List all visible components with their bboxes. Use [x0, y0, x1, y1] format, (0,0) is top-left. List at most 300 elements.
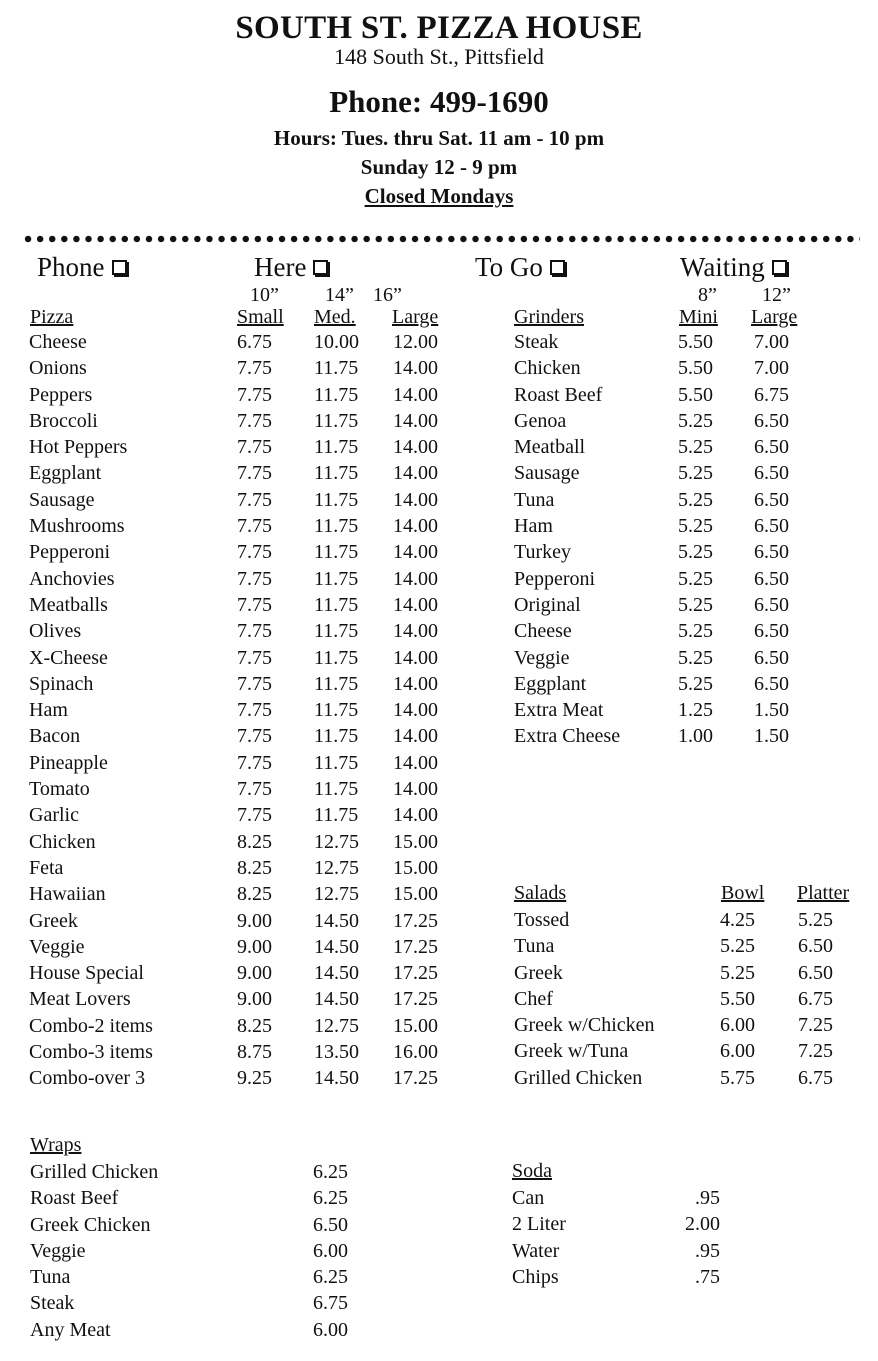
salad-item-platter: 6.50 — [798, 935, 833, 958]
grinder-item-name: Extra Cheese — [514, 725, 621, 748]
grinder-item-name: Original — [514, 593, 581, 616]
pizza-item-large: 14.00 — [393, 699, 438, 722]
grinder-item-large: 1.50 — [754, 699, 789, 722]
soda-item-price: .95 — [695, 1239, 720, 1262]
salad-item-platter: 6.75 — [798, 1066, 833, 1089]
grinder-item — [490, 723, 870, 749]
pizza-item — [0, 355, 450, 381]
grinder-item-large: 1.50 — [754, 725, 789, 748]
wrap-item-name: Grilled Chicken — [30, 1161, 159, 1183]
salad-item-name: Greek w/Chicken — [514, 1014, 655, 1037]
grinder-item — [490, 697, 870, 723]
pizza-item-large: 15.00 — [393, 830, 438, 853]
pizza-item-name: Greek — [29, 909, 78, 932]
pizza-item-name: Spinach — [29, 672, 94, 695]
pizza-col-med: Med. — [314, 306, 356, 328]
grinder-item-mini: 5.25 — [678, 567, 713, 590]
option-waiting[interactable] — [680, 252, 787, 283]
soda-item — [490, 1264, 790, 1290]
grinder-item — [490, 434, 870, 460]
soda-item-name: Water — [512, 1239, 560, 1262]
grinder-item-mini: 5.25 — [678, 462, 713, 485]
pizza-item-name: Peppers — [29, 383, 93, 406]
dotted-divider — [22, 234, 860, 244]
pizza-item-large: 14.00 — [393, 436, 438, 459]
pizza-col-small: Small — [237, 306, 284, 328]
pizza-item-name: Hawaiian — [29, 883, 106, 906]
pizza-item — [0, 592, 450, 618]
salad-item-platter: 7.25 — [798, 1014, 833, 1037]
restaurant-address: 148 South St., Pittsfield — [334, 44, 544, 69]
pizza-item-small: 7.75 — [237, 725, 272, 748]
here-checkbox[interactable] — [313, 260, 328, 275]
pizza-item-small: 9.00 — [237, 988, 272, 1011]
pizza-item-med: 12.75 — [314, 883, 359, 906]
pizza-item-large: 15.00 — [393, 883, 438, 906]
pizza-size-large: 16” — [373, 284, 402, 306]
option-phone[interactable] — [37, 252, 127, 283]
pizza-item-name: Pepperoni — [29, 541, 111, 564]
pizza-item — [0, 934, 450, 960]
soda-title: Soda — [512, 1160, 552, 1182]
grinder-item-mini: 5.25 — [678, 515, 713, 538]
grinder-item-large: 6.50 — [754, 409, 789, 432]
pizza-item-name: Meat Lovers — [29, 988, 131, 1011]
pizza-item-name: Olives — [29, 620, 82, 643]
option-phone-label: Phone — [37, 252, 105, 282]
wrap-item — [0, 1290, 400, 1316]
salad-item-bowl: 6.00 — [720, 1014, 755, 1037]
salad-item-name: Grilled Chicken — [514, 1066, 643, 1089]
to-go-checkbox[interactable] — [550, 260, 565, 275]
pizza-item-large: 14.00 — [393, 672, 438, 695]
salad-item — [490, 1012, 870, 1038]
grinder-item-name: Eggplant — [514, 672, 587, 695]
pizza-title: Pizza — [30, 306, 74, 328]
soda-item-price: .75 — [695, 1265, 720, 1288]
grinder-item-large: 6.50 — [754, 672, 789, 695]
wraps-title: Wraps — [30, 1134, 82, 1156]
soda-item-name: Can — [512, 1187, 545, 1209]
grinder-item-large: 6.50 — [754, 541, 789, 564]
grinder-size-large: 12” — [762, 284, 791, 306]
pizza-item — [0, 960, 450, 986]
pizza-item-name: Bacon — [29, 725, 81, 748]
pizza-item-small: 7.75 — [237, 646, 272, 669]
hours-weekdays: Hours: Tues. thru Sat. 11 am - 10 pm — [273, 126, 605, 150]
soda-item-name: 2 Liter — [512, 1213, 566, 1236]
salad-item-bowl: 5.75 — [720, 1066, 755, 1089]
pizza-item — [0, 513, 450, 539]
grinder-item-mini: 5.50 — [678, 331, 713, 353]
wrap-item-name: Greek Chicken — [30, 1213, 151, 1236]
pizza-item-small: 9.00 — [237, 909, 272, 932]
grinder-item-large: 7.00 — [754, 357, 789, 380]
wrap-item-price: 6.75 — [313, 1292, 348, 1315]
pizza-item — [0, 776, 450, 802]
phone-checkbox[interactable] — [112, 260, 127, 275]
salad-item-platter: 5.25 — [798, 909, 833, 931]
pizza-item — [0, 460, 450, 486]
pizza-item-large: 14.00 — [393, 515, 438, 538]
pizza-item-small: 7.75 — [237, 699, 272, 722]
pizza-item-small: 7.75 — [237, 409, 272, 432]
wrap-item — [0, 1159, 400, 1185]
grinder-item-large: 6.75 — [754, 383, 789, 406]
soda-item — [490, 1185, 790, 1211]
pizza-item-med: 13.50 — [314, 1041, 359, 1064]
option-here[interactable] — [254, 252, 328, 283]
grinder-item-name: Tuna — [514, 488, 555, 511]
grinder-item-name: Chicken — [514, 357, 581, 380]
salad-item-bowl: 4.25 — [720, 909, 755, 931]
pizza-item-med: 11.75 — [314, 804, 359, 827]
pizza-item-med: 12.75 — [314, 830, 359, 853]
pizza-item-med: 14.50 — [314, 988, 359, 1011]
pizza-item-small: 7.75 — [237, 672, 272, 695]
grinder-item-mini: 5.25 — [678, 541, 713, 564]
pizza-item-large: 14.00 — [393, 488, 438, 511]
grinder-item-name: Cheese — [514, 620, 572, 643]
wrap-item-name: Steak — [30, 1292, 75, 1315]
salad-item — [490, 960, 870, 986]
pizza-item-name: Mushrooms — [29, 515, 125, 538]
pizza-item-med: 11.75 — [314, 593, 359, 616]
pizza-item — [0, 618, 450, 644]
pizza-item-med: 11.75 — [314, 778, 359, 801]
wrap-item — [0, 1264, 400, 1290]
wrap-item — [0, 1185, 400, 1211]
grinder-item — [490, 382, 870, 408]
pizza-item-small: 9.00 — [237, 962, 272, 985]
pizza-item-name: House Special — [29, 962, 144, 985]
grinder-item — [490, 487, 870, 513]
grinder-item-large: 6.50 — [754, 436, 789, 459]
pizza-item-med: 11.75 — [314, 751, 359, 774]
pizza-item-name: Hot Peppers — [29, 436, 128, 459]
pizza-item-name: Eggplant — [29, 462, 102, 485]
grinder-item — [490, 618, 870, 644]
pizza-item-name: Chicken — [29, 830, 96, 853]
soda-item-price: 2.00 — [685, 1213, 720, 1236]
pizza-item — [0, 986, 450, 1012]
soda-list — [490, 1185, 790, 1290]
pizza-col-large: Large — [392, 306, 439, 328]
wrap-item — [0, 1212, 400, 1238]
grinder-item — [490, 513, 870, 539]
pizza-item-large: 14.00 — [393, 567, 438, 590]
pizza-item-med: 11.75 — [314, 646, 359, 669]
option-waiting-label: Waiting — [680, 252, 765, 282]
pizza-item-name: Feta — [29, 856, 64, 879]
pizza-item-large: 14.00 — [393, 804, 438, 827]
pizza-item-large: 14.00 — [393, 409, 438, 432]
grinder-item-name: Turkey — [514, 541, 572, 564]
grinder-item-mini: 1.00 — [678, 725, 713, 748]
hours-sunday: Sunday 12 - 9 pm — [360, 155, 518, 179]
wrap-item-name: Veggie — [30, 1239, 86, 1262]
salad-item-platter: 6.50 — [798, 961, 833, 984]
pizza-item-name: Pineapple — [29, 751, 108, 774]
option-to-go[interactable] — [475, 252, 565, 283]
pizza-item-small: 7.75 — [237, 541, 272, 564]
pizza-item — [0, 1039, 450, 1065]
pizza-item-large: 14.00 — [393, 620, 438, 643]
grinder-item — [490, 408, 870, 434]
pizza-item-med: 11.75 — [314, 515, 359, 538]
pizza-item — [0, 750, 450, 776]
grinder-item-name: Steak — [514, 331, 559, 353]
pizza-item — [0, 723, 450, 749]
grinder-item-mini: 5.25 — [678, 436, 713, 459]
grinder-item — [490, 539, 870, 565]
pizza-item-small: 7.75 — [237, 383, 272, 406]
pizza-item-small: 7.75 — [237, 751, 272, 774]
pizza-item-med: 14.50 — [314, 935, 359, 958]
grinder-item-mini: 5.50 — [678, 383, 713, 406]
pizza-item-med: 14.50 — [314, 1067, 359, 1090]
pizza-item-small: 8.25 — [237, 1014, 272, 1037]
pizza-item-large: 17.25 — [393, 1067, 438, 1090]
pizza-item-med: 11.75 — [314, 462, 359, 485]
grinder-item-large: 6.50 — [754, 567, 789, 590]
salad-item-name: Greek w/Tuna — [514, 1040, 629, 1063]
salad-item-bowl: 5.50 — [720, 987, 755, 1010]
wrap-list — [0, 1159, 400, 1343]
pizza-item-name: Ham — [29, 699, 68, 722]
salad-item — [490, 933, 870, 959]
grinder-item-large: 6.50 — [754, 515, 789, 538]
grinder-size-mini: 8” — [698, 284, 717, 306]
salads-title: Salads — [514, 882, 567, 904]
pizza-item-small: 8.25 — [237, 856, 272, 879]
grinder-item-mini: 5.25 — [678, 593, 713, 616]
grinder-item-name: Ham — [514, 515, 553, 538]
pizza-item — [0, 566, 450, 592]
grinder-item — [490, 645, 870, 671]
salad-item-name: Tuna — [514, 935, 555, 958]
salad-item-name: Tossed — [514, 909, 570, 931]
pizza-item-small: 8.25 — [237, 830, 272, 853]
soda-item — [490, 1211, 790, 1237]
pizza-item-large: 14.00 — [393, 593, 438, 616]
pizza-item-name: Meatballs — [29, 593, 108, 616]
pizza-item-name: Onions — [29, 357, 87, 380]
pizza-item-med: 11.75 — [314, 672, 359, 695]
wrap-item-price: 6.50 — [313, 1213, 348, 1236]
salad-item-bowl: 5.25 — [720, 935, 755, 958]
grinder-list — [490, 329, 870, 750]
pizza-item-large: 15.00 — [393, 1014, 438, 1037]
pizza-item-small: 8.25 — [237, 883, 272, 906]
pizza-item-small: 7.75 — [237, 804, 272, 827]
pizza-item — [0, 539, 450, 565]
wrap-item-price: 6.00 — [313, 1318, 348, 1341]
restaurant-phone: Phone: 499-1690 — [329, 84, 549, 119]
salad-item — [490, 1065, 870, 1091]
pizza-item-large: 14.00 — [393, 541, 438, 564]
pizza-item-small: 7.75 — [237, 462, 272, 485]
salad-list — [490, 907, 870, 1091]
pizza-size-med: 14” — [325, 284, 354, 306]
pizza-item-med: 14.50 — [314, 962, 359, 985]
pizza-item-large: 17.25 — [393, 988, 438, 1011]
grinder-item-large: 7.00 — [754, 331, 789, 353]
salad-item-bowl: 6.00 — [720, 1040, 755, 1063]
wrap-item-name: Roast Beef — [30, 1187, 119, 1210]
pizza-item — [0, 1013, 450, 1039]
pizza-item-large: 14.00 — [393, 778, 438, 801]
pizza-item — [0, 645, 450, 671]
pizza-item-name: Combo-3 items — [29, 1041, 153, 1064]
pizza-item-med: 12.75 — [314, 856, 359, 879]
pizza-item-name: Combo-over 3 — [29, 1067, 146, 1090]
grinder-item — [490, 592, 870, 618]
pizza-item-med: 11.75 — [314, 620, 359, 643]
pizza-item — [0, 855, 450, 881]
pizza-item-small: 7.75 — [237, 567, 272, 590]
soda-item — [490, 1238, 790, 1264]
grinder-item-name: Pepperoni — [514, 567, 596, 590]
pizza-item-large: 16.00 — [393, 1041, 438, 1064]
soda-item-price: .95 — [695, 1187, 720, 1209]
salad-item — [490, 907, 870, 933]
grinder-item-large: 6.50 — [754, 646, 789, 669]
pizza-item — [0, 487, 450, 513]
grinder-item-large: 6.50 — [754, 593, 789, 616]
option-to-go-label: To Go — [475, 252, 543, 282]
wrap-item-price: 6.25 — [313, 1266, 348, 1289]
pizza-item-med: 11.75 — [314, 409, 359, 432]
pizza-item-large: 17.25 — [393, 962, 438, 985]
grinder-item-name: Extra Meat — [514, 699, 604, 722]
pizza-item — [0, 1065, 450, 1091]
salad-item-name: Chef — [514, 987, 553, 1010]
wrap-item — [0, 1238, 400, 1264]
grinder-item — [490, 355, 870, 381]
wrap-item — [0, 1317, 400, 1343]
pizza-item-large: 14.00 — [393, 751, 438, 774]
pizza-item — [0, 434, 450, 460]
pizza-item-small: 7.75 — [237, 488, 272, 511]
pizza-item-small: 7.75 — [237, 593, 272, 616]
pizza-item-small: 9.25 — [237, 1067, 272, 1090]
pizza-item — [0, 881, 450, 907]
grinders-title: Grinders — [514, 306, 584, 328]
pizza-item-name: X-Cheese — [29, 646, 108, 669]
grinder-item-name: Roast Beef — [514, 383, 603, 406]
pizza-size-small: 10” — [250, 284, 279, 306]
pizza-item-name: Anchovies — [29, 567, 115, 590]
pizza-item-large: 14.00 — [393, 646, 438, 669]
grinder-item — [490, 671, 870, 697]
pizza-item — [0, 382, 450, 408]
restaurant-name: SOUTH ST. PIZZA HOUSE — [235, 10, 643, 46]
salad-item — [490, 986, 870, 1012]
pizza-item-small: 7.75 — [237, 778, 272, 801]
pizza-item-large: 17.25 — [393, 935, 438, 958]
pizza-item-name: Tomato — [29, 778, 90, 801]
wrap-item-price: 6.25 — [313, 1187, 348, 1210]
pizza-item — [0, 671, 450, 697]
pizza-item — [0, 802, 450, 828]
option-here-label: Here — [254, 252, 307, 282]
pizza-item-large: 17.25 — [393, 909, 438, 932]
pizza-item-large: 14.00 — [393, 725, 438, 748]
pizza-item-small: 7.75 — [237, 620, 272, 643]
pizza-item-large: 14.00 — [393, 383, 438, 406]
grinder-item-mini: 5.25 — [678, 488, 713, 511]
pizza-item-large: 14.00 — [393, 357, 438, 380]
salad-item-platter: 6.75 — [798, 987, 833, 1010]
grinder-item-name: Sausage — [514, 462, 580, 485]
pizza-item-large: 12.00 — [393, 331, 438, 353]
waiting-checkbox[interactable] — [772, 260, 787, 275]
wrap-item-price: 6.25 — [313, 1161, 348, 1183]
pizza-item-med: 11.75 — [314, 383, 359, 406]
grinder-item — [490, 460, 870, 486]
grinder-item-name: Meatball — [514, 436, 586, 459]
grinder-item — [490, 566, 870, 592]
salad-col-platter: Platter — [797, 882, 850, 904]
wrap-item-name: Tuna — [30, 1266, 71, 1289]
pizza-item-small: 8.75 — [237, 1041, 272, 1064]
pizza-item-name: Combo-2 items — [29, 1014, 153, 1037]
pizza-item — [0, 908, 450, 934]
grinder-item-large: 6.50 — [754, 462, 789, 485]
pizza-item — [0, 697, 450, 723]
grinder-col-mini: Mini — [679, 306, 718, 328]
closed-notice: Closed Mondays — [364, 184, 514, 208]
pizza-item-med: 11.75 — [314, 567, 359, 590]
pizza-item-med: 14.50 — [314, 909, 359, 932]
pizza-item-small: 7.75 — [237, 515, 272, 538]
pizza-item-name: Broccoli — [29, 409, 98, 432]
salad-item-bowl: 5.25 — [720, 961, 755, 984]
pizza-item-med: 10.00 — [314, 331, 359, 353]
salad-item-platter: 7.25 — [798, 1040, 833, 1063]
grinder-item-name: Genoa — [514, 409, 567, 432]
grinder-item-mini: 1.25 — [678, 699, 713, 722]
pizza-item-med: 11.75 — [314, 725, 359, 748]
wrap-item-name: Any Meat — [30, 1318, 111, 1341]
pizza-item-large: 15.00 — [393, 856, 438, 879]
grinder-item-mini: 5.25 — [678, 409, 713, 432]
pizza-list — [0, 329, 450, 1092]
pizza-item — [0, 329, 450, 355]
pizza-item-name: Garlic — [29, 804, 79, 827]
pizza-item-small: 7.75 — [237, 357, 272, 380]
pizza-item-large: 14.00 — [393, 462, 438, 485]
salad-col-bowl: Bowl — [721, 882, 765, 904]
grinder-item-name: Veggie — [514, 646, 570, 669]
salad-item-name: Greek — [514, 961, 563, 984]
grinder-item-mini: 5.50 — [678, 357, 713, 380]
pizza-item-med: 11.75 — [314, 699, 359, 722]
grinder-col-large: Large — [751, 306, 798, 328]
grinder-item-mini: 5.25 — [678, 672, 713, 695]
grinder-item-mini: 5.25 — [678, 646, 713, 669]
pizza-item-med: 11.75 — [314, 488, 359, 511]
grinder-item-large: 6.50 — [754, 620, 789, 643]
pizza-item-small: 7.75 — [237, 436, 272, 459]
pizza-item — [0, 408, 450, 434]
pizza-item-med: 11.75 — [314, 357, 359, 380]
pizza-item-name: Cheese — [29, 331, 87, 353]
soda-item-name: Chips — [512, 1265, 559, 1288]
pizza-item-name: Sausage — [29, 488, 95, 511]
salad-item — [490, 1038, 870, 1064]
